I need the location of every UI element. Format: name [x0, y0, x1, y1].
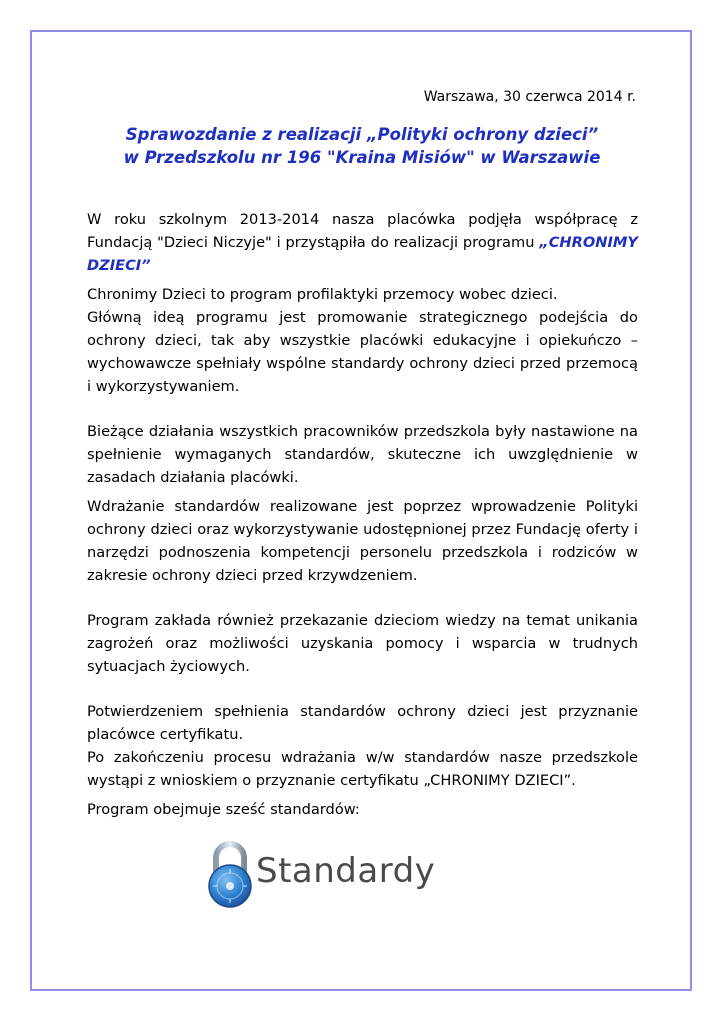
- title-line-1: Sprawozdanie z realizacji „Polityki ochrony dzieci”: [125, 125, 599, 144]
- paragraph-certificate: Potwierdzeniem spełnienia standardów ochrony dzieci jest przyznanie placówce certyfikatu.: [87, 703, 638, 743]
- paragraph-intro: [87, 208, 638, 277]
- document-date: Warszawa, 30 czerwca 2014 r.: [423, 89, 636, 105]
- title-line-2: w Przedszkolu nr 196 "Kraina Misiów" w Warszawie: [123, 148, 601, 167]
- paragraph-program-idea: Główną ideą programu jest promowanie strategicznego podejścia do ochrony dzieci, tak aby wszystkie placówki edukacyjne i opiekuńczo – wychowawcze spełniały wspólne standardy ochrony dzieci przed przemocą i wykorzystywaniem.: [87, 309, 638, 395]
- document-title: [60, 123, 664, 169]
- logo-text: Standardy: [256, 851, 436, 891]
- paragraph-children-knowledge: Program zakłada również przekazanie dzieciom wiedzy na temat unikania zagrożeń oraz możliwości uzyskania pomocy i wsparcia w trudnych sytuacjach życiowych.: [87, 612, 638, 675]
- document-body: [87, 208, 638, 821]
- paragraph-staff-actions: Bieżące działania wszystkich pracowników przedszkola były nastawione na spełnienie wymaganych standardów, skuteczne ich uwzględnienie w zasadach działania placówki.: [87, 423, 638, 486]
- intro-text: W roku szkolnym 2013-2014 nasza placówka podjęła współpracę z Fundacją "Dzieci Niczyje" i przystąpiła do realizacji programu: [87, 211, 638, 251]
- paragraph-implementation: Wdrażanie standardów realizowane jest poprzez wprowadzenie Polityki ochrony dzieci oraz wykorzystywanie udostępnionej przez Fundację oferty i narzędzi podnoszenia kompetencji personelu przedszkola i rodziców w zakresie ochrony dzieci przed krzywdzeniem.: [87, 498, 638, 584]
- program-name: „CHRONIMY DZIECI”: [87, 234, 638, 274]
- paragraph-program-definition: Chronimy Dzieci to program profilaktyki przemocy wobec dzieci.: [87, 286, 558, 303]
- paragraph-application: Po zakończeniu procesu wdrażania w/w standardów nasze przedszkole wystąpi z wnioskiem o przyznanie certyfikatu „CHRONIMY DZIECI”.: [87, 749, 638, 789]
- paragraph-standards-intro: Program obejmuje sześć standardów:: [87, 801, 360, 818]
